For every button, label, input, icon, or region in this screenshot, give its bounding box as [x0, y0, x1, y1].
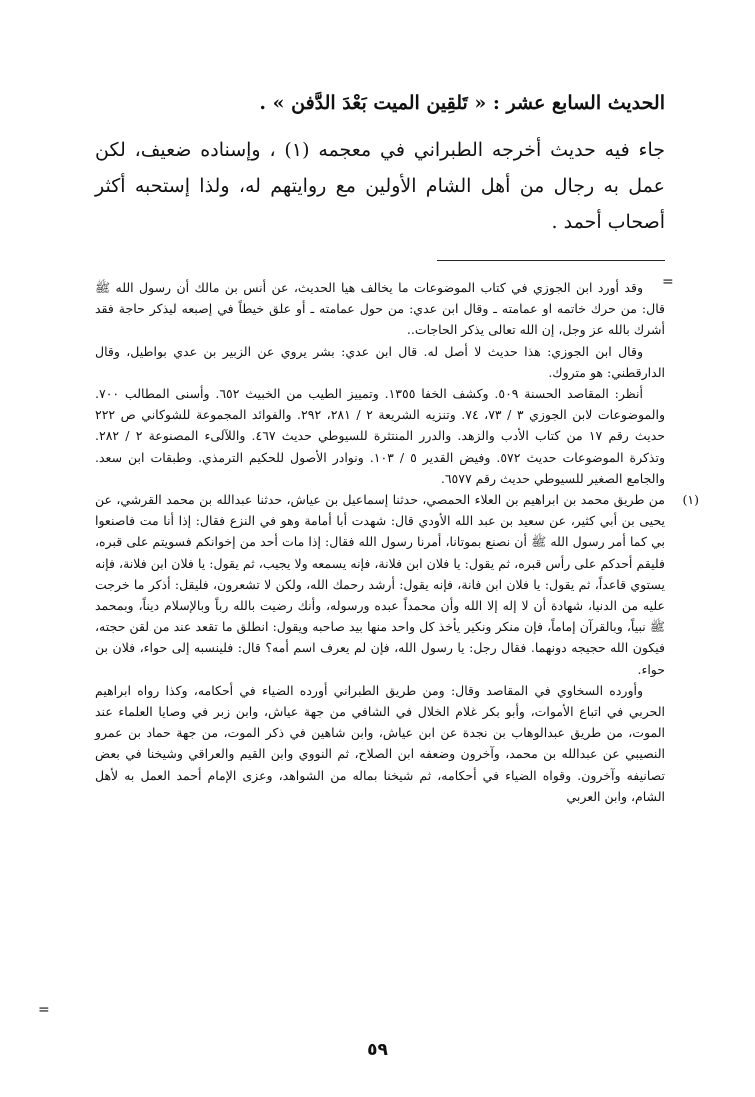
footnote-1-continuation: وأورده السخاوي في المقاصد وقال: ومن طريق الطبراني أورده الضياء في أحكامه، وكذا رواه ابراهيم الحربي في اتباع الأموات، وأبو بكر غلام الخلال في الشافي من جهة عياش، وابن زبر في وصايا العلماء عند الموت، من طريق عبدالوهاب بن نجدة عن ابن عياش، وابن شاهين في ذكر الموت، من جهة حماد بن عمرو النصيبي عن عبدالله بن محمد، وآخرون وضعفه ابن الصلاح، ثم النووي وابن القيم والعراقي وشيخنا في بعض تصانيفه وآخرون. وقواه الضياء في أحكامه، ثم شيخنا بماله من الشواهد، وعزى الإمام أحمد العمل به لأهل الشام، وابن العربي	[95, 682, 665, 804]
continued-from-mark: =	[662, 274, 674, 290]
main-paragraph: جاء فيه حديث أخرجه الطبراني في معجمه (١) ، وإسناده ضعيف، لكن عمل به رجال من أهل الشام الأولين مع روايتهم له، ولذا إستحبه أكثر أصحاب أحمد .	[95, 139, 666, 233]
footnote-prev-p2: وقال ابن الجوزي: هذا حديث لا أصل له. قال ابن عدي: بشر يروي عن الزبير بن عدي بواطيل، وقال الدارقطني: هو متروك.	[95, 343, 665, 380]
footnote-1-marker: (١)	[682, 492, 699, 508]
continues-next-mark: =	[38, 1002, 50, 1018]
footnote-separator	[437, 260, 665, 261]
hadith-heading: الحديث السابع عشر : « تَلقِين الميت بَعْدَ الدَّفن » .	[259, 92, 665, 114]
footnote-prev-p3: أنظر: المقاصد الحسنة ٥٠٩. وكشف الخفا ١٣٥٥. وتمييز الطيب من الخبيث ٦٥٢. وأسنى المطالب ٧٠٠. والموضوعات لابن الجوزي ٣ / ٧٣، ٧٤. وتنزيه الشريعة ٢ / ٢٨١، ٢٩٢. والفوائد المجموعة للشوكاني ص ٢٢٢ حديث رقم ١٧ من كتاب الأدب والزهد. والدرر المنتثرة للسيوطي حديث ٤٦٧. واللآلىء المصنوعة ٢ / ٢٨٢. وتذكرة الموضوعات حديث ٥٧٢. وفيض القدير ٥ / ١٠٣. ونوادر الأصول للحكيم الترمذي. وطبقات ابن سعد. والجامع الصغير للسيوطي حديث رقم ٦٥٧٧.	[95, 386, 665, 486]
page-number: ٥٩	[367, 1040, 388, 1060]
footnote-1-text: من طريق محمد بن ابراهيم بن العلاء الحمصي، حدثنا إسماعيل بن عياش، حدثنا عبدالله بن محمد القرشي، عن يحيى بن أبي كثير، عن سعيد بن عبد الله الأودي قال: شهدت أبا أمامة وهو في النزع فقال: إذا أنا مت فاصنعوا بي كما أمر رسول الله ﷺ أن نصنع بموتانا، أمرنا رسول الله فقال: إذا مات أحد من إخوانكم فسويتم على قبره، فليقم أحدكم على رأس قبره، ثم يقول: يا فلان ابن فلانة، فإنه يسمعه ولا يجيب، ثم يقول: يا فلان ابن فلانة، فإنه يستوي قاعداً، ثم يقول: يا فلان ابن فانة، فإنه يقول: أرشد رحمك الله، ولكن لا تشعرون، فليقل: أذكر ما خرجت عليه من الدنيا، شهادة أن لا إله إلا الله وأن محمداً عبده ورسوله، وأنك رضيت بالله رباً وبالإسلام ديناً، وبمحمد ﷺ نبياً، وبالقرآن إماماً، فإن منكر ونكير يأخذ كل واحد منها بيد صاحبه ويقول: انطلق ما تقعد عند من لقن حجته، فيكون الله حجيجه دونهما. فقال رجل: يا رسول الله، فإن لم يعرف اسم أمه؟ قال: فلينسبه إلى حواء، فلان بن حواء.	[95, 492, 665, 677]
page-content	[95, 88, 699, 807]
footnote-prev-p1: وقد أورد ابن الجوزي في كتاب الموضوعات ما يخالف هيا الحديث، عن أنس بن مالك أن رسول الله ﷺ قال: من حرك خاتمه او عمامته ـ وقال ابن عدي: من حول عمامته ـ أو علق خيطاً في إصبعه ليذكر حاجة فقد أشرك بالله عز وجل، إن الله تعالى يذكر الحاجات..	[95, 280, 665, 338]
footnote-1	[95, 489, 699, 680]
